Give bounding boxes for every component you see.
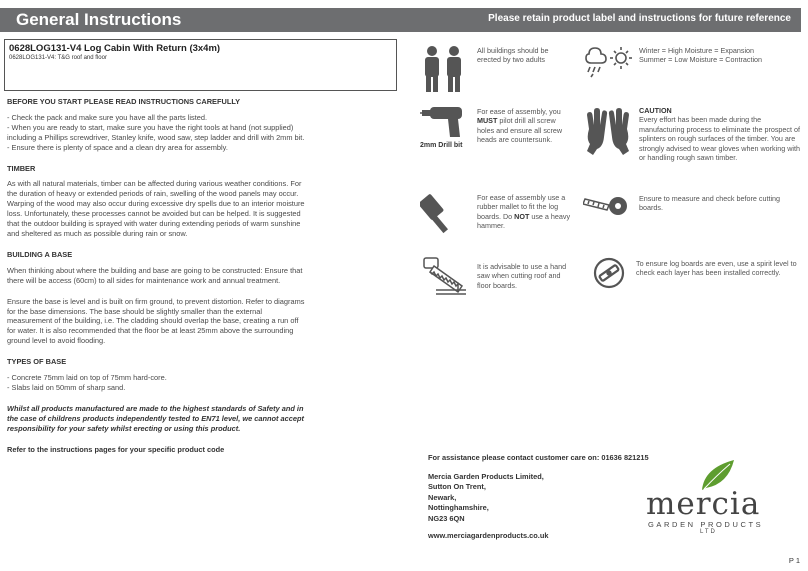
company-address bbox=[428, 472, 544, 524]
hand-saw-icon bbox=[422, 256, 468, 296]
spirit-level-icon bbox=[593, 257, 625, 289]
measure-tip: Ensure to measure and check before cutting boards. bbox=[639, 194, 781, 213]
drill-tip-pre: For ease of assembly, you bbox=[477, 107, 561, 116]
page-title: General Instructions bbox=[16, 10, 182, 29]
address-line: Sutton On Trent, bbox=[428, 482, 486, 492]
drill-icon bbox=[420, 103, 470, 139]
timber-text: As with all natural materials, timber can be affected during various weather conditions. For the duration of heavy or extended periods of rain, swelling of the wood panels may occur. Warping of the wood may also occur during excessive dry spells due to an interior moisture loss. Unfortunately, these processes cannot be avoided but can be helped. It is suggested that the outdoor building is sprayed with water during extending periods of warm sunshine and sheltered as much as possible during rain or snow. bbox=[7, 179, 305, 238]
caution-text: Every effort has been made during the manufacturing process to eliminate the prospect of splinters on rough surfaces of the timber. You are strongly advised to wear gloves when working with or handling rough sawn timber. bbox=[639, 115, 801, 163]
start-line: - When you are ready to start, make sure you have the right tools at hand (not supplied) including a Phillips screwdriver, Stanley knife, wood saw, step ladder and drill with 2mm bit. bbox=[7, 122, 305, 142]
mallet-tip-not: NOT bbox=[514, 211, 530, 221]
drill-tip-must: MUST bbox=[477, 116, 498, 126]
adults-tip: All buildings should be erected by two adults bbox=[477, 46, 549, 65]
gloves-icon bbox=[583, 107, 633, 157]
base-text-1: When thinking about where the building and base are going to be constructed: Ensure that there will be access (60cm) to all sides for maintenance work and annual treatment. bbox=[7, 265, 303, 285]
page-header bbox=[0, 8, 801, 32]
instructions-column bbox=[7, 97, 307, 465]
address-line: Newark, bbox=[428, 492, 457, 502]
saw-tip: It is advisable to use a hand saw when cutting roof and floor boards. bbox=[477, 262, 567, 290]
address-line: NG23 6QN bbox=[428, 513, 465, 523]
start-text bbox=[7, 113, 307, 153]
safety-warning: Whilst all products manufactured are made to the highest standards of Safety and in the case of childrens products independently tested to EN71 level, we cannot accept responsibility for your safety whilst erecting or using this product. bbox=[7, 403, 304, 433]
mallet-icon bbox=[420, 192, 460, 234]
logo-ltd: LTD bbox=[700, 529, 717, 535]
page-number: P 1 bbox=[788, 556, 800, 565]
start-line: - Ensure there is plenty of space and a clean dry area for assembly. bbox=[7, 142, 228, 152]
start-line: - Check the pack and make sure you have all the parts listed. bbox=[7, 112, 208, 122]
drill-tip-post: pilot drill all screw holes and ensure all screw heads are countersunk. bbox=[477, 116, 563, 145]
start-heading: BEFORE YOU START PLEASE READ INSTRUCTIONS CAREFULLY bbox=[7, 97, 241, 106]
drill-tip bbox=[477, 107, 572, 145]
mercia-logo bbox=[642, 458, 782, 538]
product-name: 0628LOG131-V4 Log Cabin With Return (3x4m) bbox=[9, 43, 221, 54]
timber-heading: TIMBER bbox=[7, 163, 36, 173]
retain-notice: Please retain product label and instructions for future reference bbox=[488, 13, 791, 24]
two-adults-icon bbox=[418, 44, 468, 94]
product-label-box bbox=[4, 39, 397, 91]
logo-tagline: GARDEN PRODUCTS bbox=[648, 520, 764, 529]
weather-icon bbox=[583, 44, 633, 78]
types-text bbox=[7, 373, 307, 393]
drill-bit-label: 2mm Drill bit bbox=[420, 142, 463, 149]
customer-care-line: For assistance please contact customer care on: 01636 821215 bbox=[428, 453, 649, 462]
level-tip: To ensure log boards are even, use a spirit level to check each layer has been installed correctly. bbox=[636, 259, 797, 278]
types-line: - Concrete 75mm laid on top of 75mm hard-core. bbox=[7, 373, 167, 383]
mallet-tip-pre: For ease of assembly use a rubber mallet to fit the log boards. Do bbox=[477, 193, 566, 221]
website-link[interactable]: www.merciagardenproducts.co.uk bbox=[428, 531, 549, 540]
types-heading: TYPES OF BASE bbox=[7, 357, 67, 367]
address-line: Mercia Garden Products Limited, bbox=[428, 472, 544, 481]
weather-tip: Winter = High Moisture = Expansion Summer = Low Moisture = Contraction bbox=[639, 46, 763, 65]
product-subtitle: 0628LOG131-V4: T&G roof and floor bbox=[9, 55, 107, 61]
logo-word: mercia bbox=[646, 486, 761, 522]
mallet-tip-post: use a heavy hammer. bbox=[477, 211, 571, 231]
address-line: Nottinghamshire, bbox=[428, 503, 489, 513]
base-heading: BUILDING A BASE bbox=[7, 249, 73, 259]
tape-measure-icon bbox=[583, 193, 633, 217]
caution-heading: CAUTION bbox=[639, 106, 672, 115]
mallet-tip bbox=[477, 193, 575, 231]
refer-note: Refer to the instructions pages for your specific product code bbox=[7, 444, 225, 454]
caution-block bbox=[639, 106, 804, 162]
types-line: - Slabs laid on 50mm of sharp sand. bbox=[7, 382, 126, 392]
base-text-2: Ensure the base is level and is built on firm ground, to prevent distortion. Refer to diagrams for the base dimensions. The base should be slightly smaller than the external measurement of the building, i.e. The cladding should overlap the base, creating a run off for water. It is also recommended that the floor be at least 25mm above the surrounding ground level to avoid flooding. bbox=[7, 296, 305, 346]
